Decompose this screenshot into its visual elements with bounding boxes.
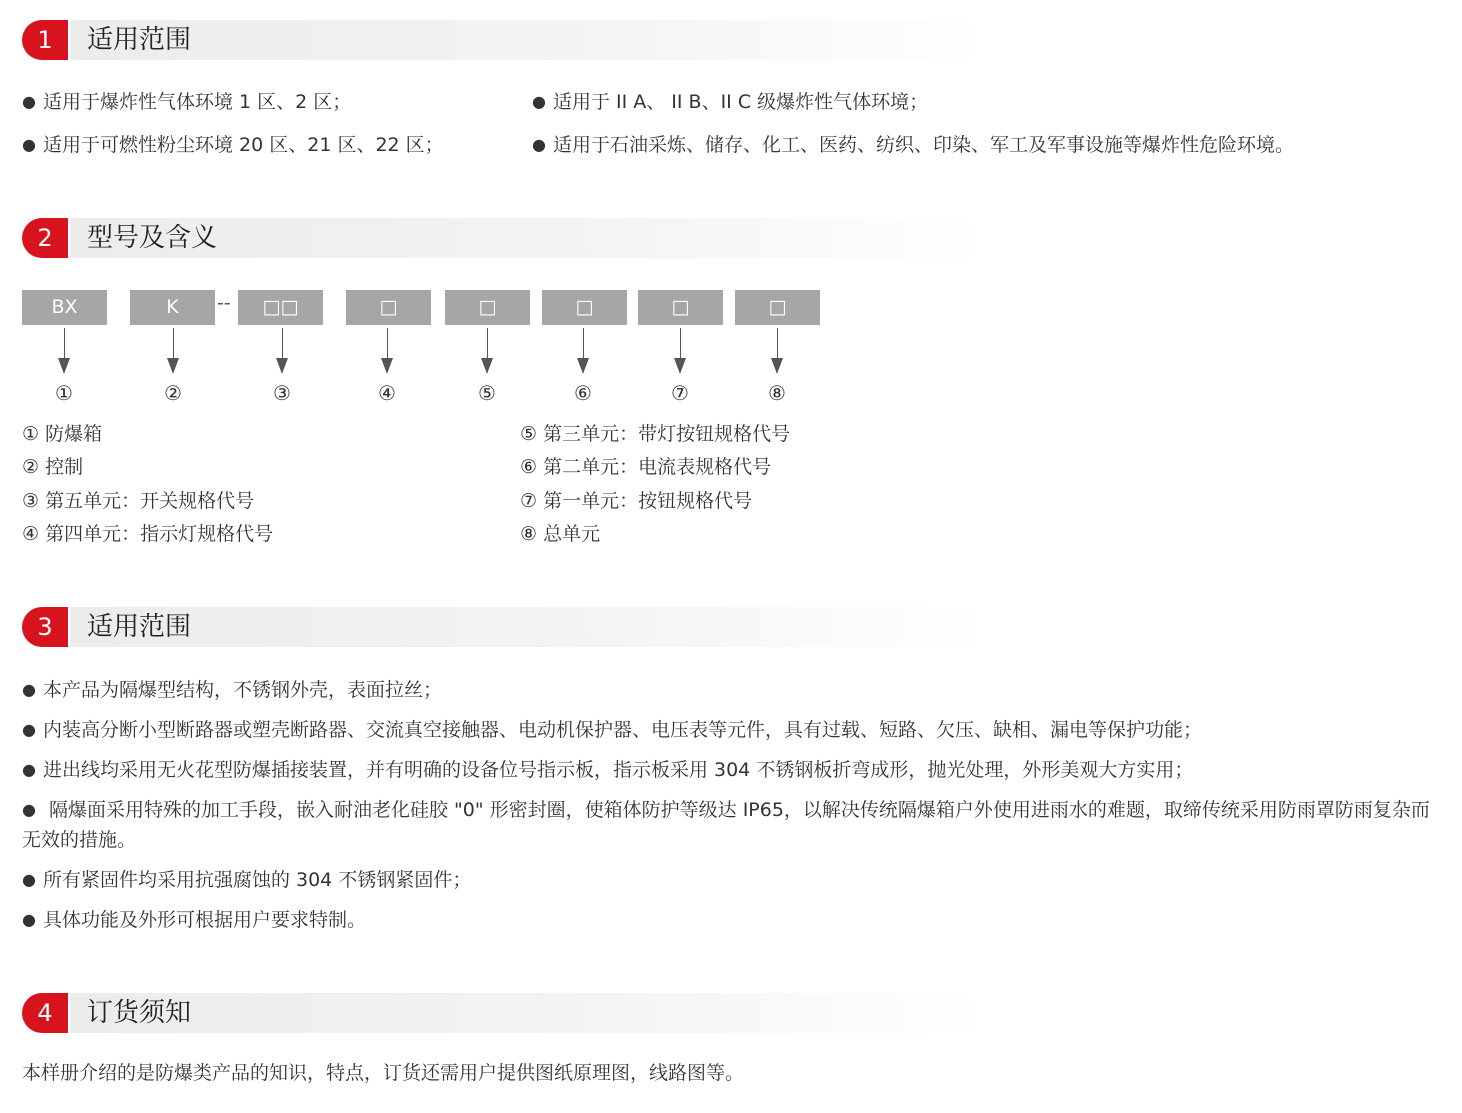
section-number: 3	[22, 607, 68, 647]
list-item: ● 适用于爆炸性气体环境 1 区、2 区；	[22, 91, 352, 113]
arrow-down-icon	[777, 328, 778, 360]
list-item: ● 适用于石油采炼、储存、化工、医药、纺织、印染、军工及军事设施等爆炸性危险环境。	[532, 134, 1294, 156]
model-code-box: □□	[238, 290, 323, 325]
section-header-2	[22, 218, 982, 258]
arrow-head-icon	[674, 358, 686, 374]
arrow-head-icon	[771, 358, 783, 374]
section-number: 4	[22, 993, 68, 1033]
legend-item: ③ 第五单元：开关规格代号	[22, 490, 255, 512]
arrow-down-icon	[173, 328, 174, 360]
bullet-icon: ●	[532, 135, 546, 154]
bullet-icon: ●	[22, 910, 36, 929]
list-item: ● 所有紧固件均采用抗强腐蚀的 304 不锈钢紧固件；	[22, 869, 472, 891]
list-item: ● 隔爆面采用特殊的加工手段，嵌入耐油老化硅胶 "0" 形密封圈，使箱体防护等级达 IP65，以解决传统隔爆箱户外使用进雨水的难题，取缔传统采用防雨罩防雨复杂而无效的措施。	[22, 795, 1442, 855]
legend-item: ⑦ 第一单元：按钮规格代号	[520, 490, 753, 512]
bullet-icon: ●	[22, 870, 36, 889]
section-bar	[70, 20, 982, 60]
section-header-4	[22, 993, 982, 1033]
section-bar	[70, 993, 982, 1033]
bullet-icon: ●	[22, 760, 36, 779]
model-code-box: □	[735, 290, 820, 325]
model-code-box: □	[346, 290, 431, 325]
arrow-head-icon	[167, 358, 179, 374]
list-item: ● 适用于 II A、 II B、II C 级爆炸性气体环境；	[532, 91, 929, 113]
list-item: ● 内装高分断小型断路器或塑壳断路器、交流真空接触器、电动机保护器、电压表等元件，具有过载、短路、欠压、缺相、漏电等保护功能；	[22, 719, 1202, 741]
section-number: 2	[22, 218, 68, 258]
circled-marker: ③	[273, 381, 291, 405]
legend-item: ⑧ 总单元	[520, 523, 601, 545]
bullet-icon: ●	[532, 92, 546, 111]
bullet-icon: ●	[22, 800, 36, 819]
arrow-head-icon	[276, 358, 288, 374]
arrow-head-icon	[381, 358, 393, 374]
section-title: 型号及含义	[87, 223, 218, 253]
bullet-icon: ●	[22, 680, 36, 699]
circled-marker: ⑧	[768, 381, 786, 405]
circled-marker: ⑦	[671, 381, 689, 405]
list-item: ● 本产品为隔爆型结构，不锈钢外壳，表面拉丝；	[22, 679, 442, 701]
legend-item: ① 防爆箱	[22, 423, 103, 445]
section-title: 订货须知	[87, 998, 192, 1028]
list-item: ● 适用于可燃性粉尘环境 20 区、21 区、22 区；	[22, 134, 444, 156]
section-header-1	[22, 20, 982, 60]
bullet-icon: ●	[22, 135, 36, 154]
legend-item: ⑥ 第二单元：电流表规格代号	[520, 456, 772, 478]
section-title: 适用范围	[87, 612, 192, 642]
arrow-down-icon	[64, 328, 65, 360]
section-title: 适用范围	[87, 25, 192, 55]
circled-marker: ②	[164, 381, 182, 405]
model-code-box: □	[542, 290, 627, 325]
model-code-box: □	[445, 290, 530, 325]
order-note: 本样册介绍的是防爆类产品的知识，特点，订货还需用户提供图纸原理图，线路图等。	[22, 1062, 745, 1084]
model-code-dash: --	[217, 292, 231, 314]
legend-item: ⑤ 第三单元：带灯按钮规格代号	[520, 423, 791, 445]
model-code-box: K	[130, 290, 215, 325]
circled-marker: ⑤	[478, 381, 496, 405]
section-header-3	[22, 607, 982, 647]
arrow-down-icon	[282, 328, 283, 360]
circled-marker: ①	[55, 381, 73, 405]
arrow-down-icon	[387, 328, 388, 360]
list-item: ● 进出线均采用无火花型防爆插接装置，并有明确的设备位号指示板，指示板采用 304 不锈钢板折弯成形，抛光处理，外形美观大方实用；	[22, 759, 1194, 781]
arrow-down-icon	[487, 328, 488, 360]
bullet-icon: ●	[22, 720, 36, 739]
model-code-box: □	[638, 290, 723, 325]
arrow-down-icon	[680, 328, 681, 360]
legend-item: ② 控制	[22, 456, 84, 478]
section-number: 1	[22, 20, 68, 60]
list-item: ● 具体功能及外形可根据用户要求特制。	[22, 909, 366, 931]
circled-marker: ④	[378, 381, 396, 405]
legend-item: ④ 第四单元：指示灯规格代号	[22, 523, 274, 545]
bullet-icon: ●	[22, 92, 36, 111]
model-code-box: BX	[22, 290, 107, 325]
arrow-down-icon	[583, 328, 584, 360]
arrow-head-icon	[58, 358, 70, 374]
arrow-head-icon	[577, 358, 589, 374]
circled-marker: ⑥	[574, 381, 592, 405]
arrow-head-icon	[481, 358, 493, 374]
section-bar	[70, 607, 982, 647]
